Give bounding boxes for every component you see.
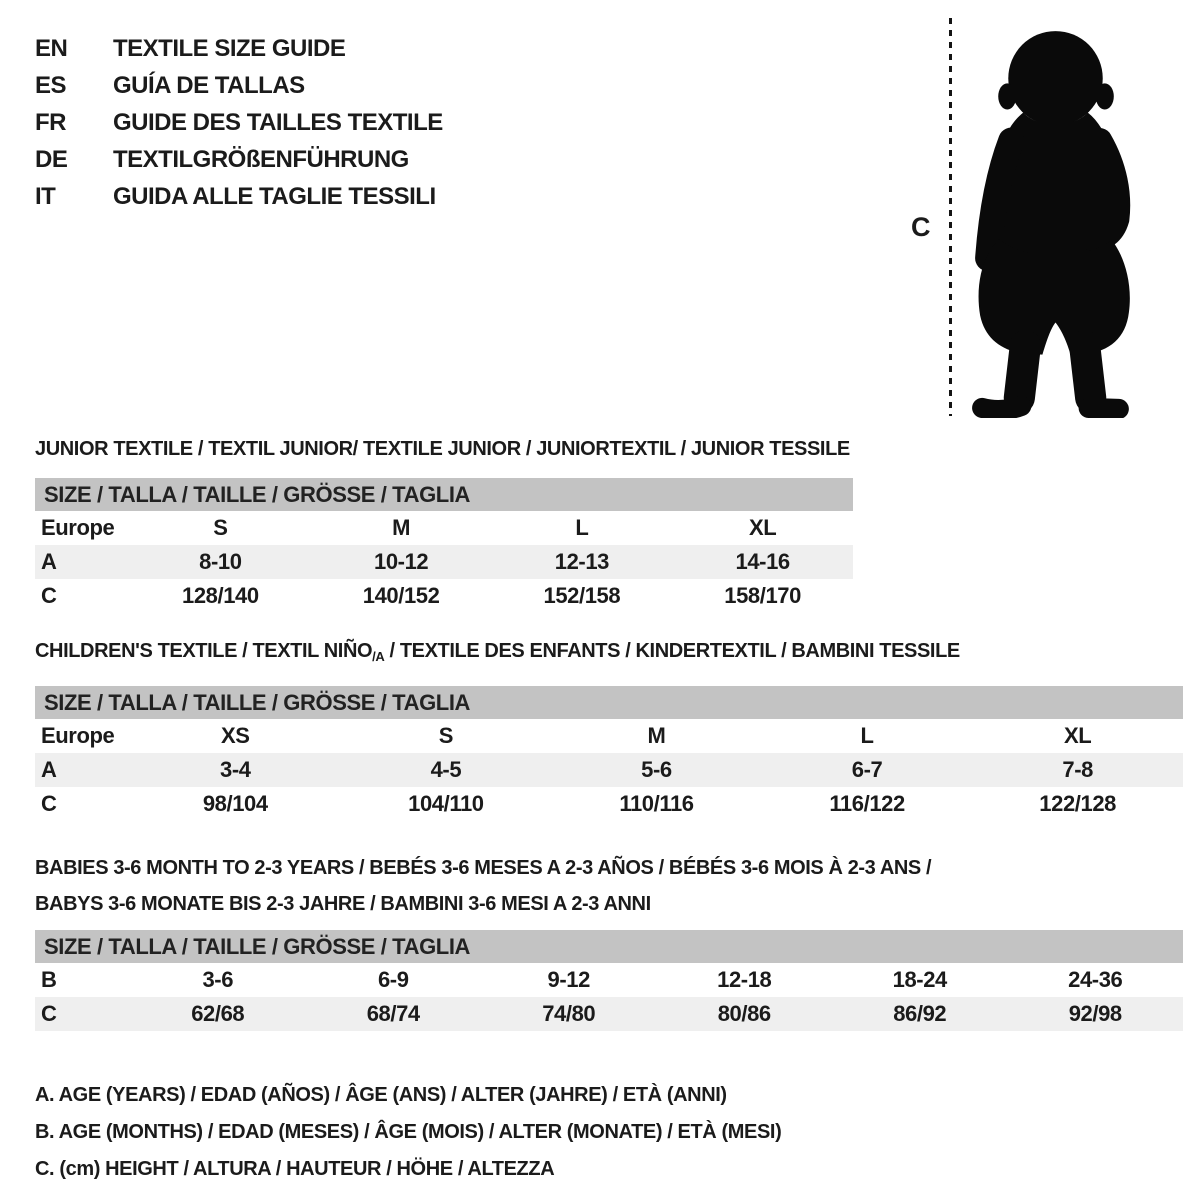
size-cell: 74/80 xyxy=(542,1001,596,1026)
row-label: B xyxy=(41,967,57,992)
lang-title: TEXTILE SIZE GUIDE xyxy=(113,35,346,62)
table-rows xyxy=(35,963,1183,1031)
section-title-line xyxy=(35,850,1183,886)
size-cell: 9-12 xyxy=(547,967,590,992)
size-cell: 12-13 xyxy=(554,549,610,574)
section-junior-textile xyxy=(35,437,1183,613)
title-text: CHILDREN'S TEXTILE / TEXTIL NIÑO xyxy=(35,640,373,662)
size-cell: 24-36 xyxy=(1068,967,1123,992)
section-childrens-textile xyxy=(35,639,1183,821)
legend-item-b: B. AGE (MONTHS) / EDAD (MESES) / ÂGE (MOIS) / ALTER (MONATE) / ETÀ (MESI) xyxy=(35,1121,782,1143)
size-cell: L xyxy=(860,723,874,748)
height-measure-label: C xyxy=(911,212,931,242)
table-row xyxy=(35,579,853,613)
size-cell: 12-18 xyxy=(717,967,772,992)
size-cell: 3-6 xyxy=(202,967,234,992)
section-title-line xyxy=(35,639,1183,669)
section-title-junior xyxy=(35,437,1183,461)
size-cell: 14-16 xyxy=(735,549,790,574)
size-header-bar: SIZE / TALLA / TAILLE / GRÖSSE / TAGLIA xyxy=(35,686,1183,719)
table-row xyxy=(35,787,1183,821)
size-cell: M xyxy=(392,515,411,540)
table-rows xyxy=(35,719,1183,821)
legend-item-c: C. (cm) HEIGHT / ALTURA / HAUTEUR / HÖHE / ALTEZZA xyxy=(35,1158,555,1180)
size-cell: 4-5 xyxy=(430,757,462,782)
title-subscript: /A xyxy=(372,649,385,664)
title-text: BABYS 3-6 MONATE BIS 2-3 JAHRE / BAMBINI 3-6 MESI A 2-3 ANNI xyxy=(35,893,651,915)
table-row xyxy=(35,511,853,545)
table-row xyxy=(35,753,1183,787)
children-size-table xyxy=(35,686,1183,821)
size-cell: 98/104 xyxy=(202,791,268,816)
row-label: Europe xyxy=(41,723,115,748)
title-text: BABIES 3-6 MONTH TO 2-3 YEARS / BEBÉS 3-6 MESES A 2-3 AÑOS / BÉBÉS 3-6 MOIS À 2-3 ANS / xyxy=(35,857,932,879)
height-dashed-line xyxy=(949,18,952,416)
row-label: C xyxy=(41,1001,57,1026)
table-row xyxy=(35,545,853,579)
size-cell: 62/68 xyxy=(191,1001,245,1026)
size-cell: 104/110 xyxy=(408,791,484,816)
row-label: A xyxy=(41,549,57,574)
size-cell: 158/170 xyxy=(724,583,801,608)
section-title-children xyxy=(35,639,1183,669)
size-cell: 86/92 xyxy=(893,1001,947,1026)
size-cell: 80/86 xyxy=(717,1001,771,1026)
lang-title: GUIDE DES TAILLES TEXTILE xyxy=(113,109,443,136)
size-cell: 68/74 xyxy=(366,1001,420,1026)
size-cell: S xyxy=(438,723,454,748)
lang-code: DE xyxy=(35,146,68,173)
size-cell: 128/140 xyxy=(182,583,259,608)
lang-title: GUIDA ALLE TAGLIE TESSILI xyxy=(113,183,436,210)
size-cell: 110/116 xyxy=(619,791,694,816)
height-figure xyxy=(903,14,1168,426)
size-cell: 3-4 xyxy=(219,757,251,782)
size-cell: 6-7 xyxy=(851,757,883,782)
size-header-bar: SIZE / TALLA / TAILLE / GRÖSSE / TAGLIA xyxy=(35,930,1183,963)
size-cell: 116/122 xyxy=(829,791,905,816)
lang-code: IT xyxy=(35,183,56,210)
size-cell: 10-12 xyxy=(373,549,429,574)
table-row xyxy=(35,963,1183,997)
table-rows xyxy=(35,511,853,613)
lang-title: GUÍA DE TALLAS xyxy=(113,72,305,99)
size-cell: 7-8 xyxy=(1062,757,1093,782)
babies-size-table xyxy=(35,930,1183,1031)
size-cell: L xyxy=(575,515,589,540)
toddler-silhouette-image xyxy=(961,16,1146,418)
lang-code: ES xyxy=(35,72,67,99)
size-cell: S xyxy=(213,515,228,540)
lang-code: FR xyxy=(35,109,66,136)
size-cell: 8-10 xyxy=(199,549,242,574)
legend-item-a: A. AGE (YEARS) / EDAD (AÑOS) / ÂGE (ANS) / ALTER (JAHRE) / ETÀ (ANNI) xyxy=(35,1084,727,1106)
title-text: JUNIOR TEXTILE / TEXTIL JUNIOR/ TEXTILE JUNIOR / JUNIORTEXTIL / JUNIOR TESSILE xyxy=(35,438,850,460)
row-label: Europe xyxy=(41,515,115,540)
table-row xyxy=(35,997,1183,1031)
size-cell: 5-6 xyxy=(641,757,672,782)
junior-size-table xyxy=(35,478,853,613)
section-title-babies xyxy=(35,850,1183,922)
size-cell: 122/128 xyxy=(1039,791,1117,816)
section-title-line xyxy=(35,437,1183,461)
size-cell: 92/98 xyxy=(1068,1001,1122,1026)
size-cell: 140/152 xyxy=(362,583,440,608)
size-cell: M xyxy=(647,723,666,748)
size-cell: 152/158 xyxy=(543,583,621,608)
row-label: C xyxy=(41,791,57,816)
row-label: A xyxy=(41,757,57,782)
title-text: / TEXTILE DES ENFANTS / KINDERTEXTIL / BAMBINI TESSILE xyxy=(384,640,960,662)
size-cell: XS xyxy=(221,723,250,748)
size-cell: XL xyxy=(748,515,777,540)
size-cell: 18-24 xyxy=(892,967,947,992)
size-cell: 6-9 xyxy=(377,967,409,992)
measurement-legend xyxy=(35,1077,1183,1188)
lang-code: EN xyxy=(35,35,68,62)
table-row xyxy=(35,719,1183,753)
row-label: C xyxy=(41,583,57,608)
section-babies xyxy=(35,850,1183,1031)
size-cell: XL xyxy=(1064,723,1092,748)
lang-title: TEXTILGRÖßENFÜHRUNG xyxy=(113,146,409,173)
section-title-line xyxy=(35,886,1183,922)
size-header-bar: SIZE / TALLA / TAILLE / GRÖSSE / TAGLIA xyxy=(35,478,853,511)
